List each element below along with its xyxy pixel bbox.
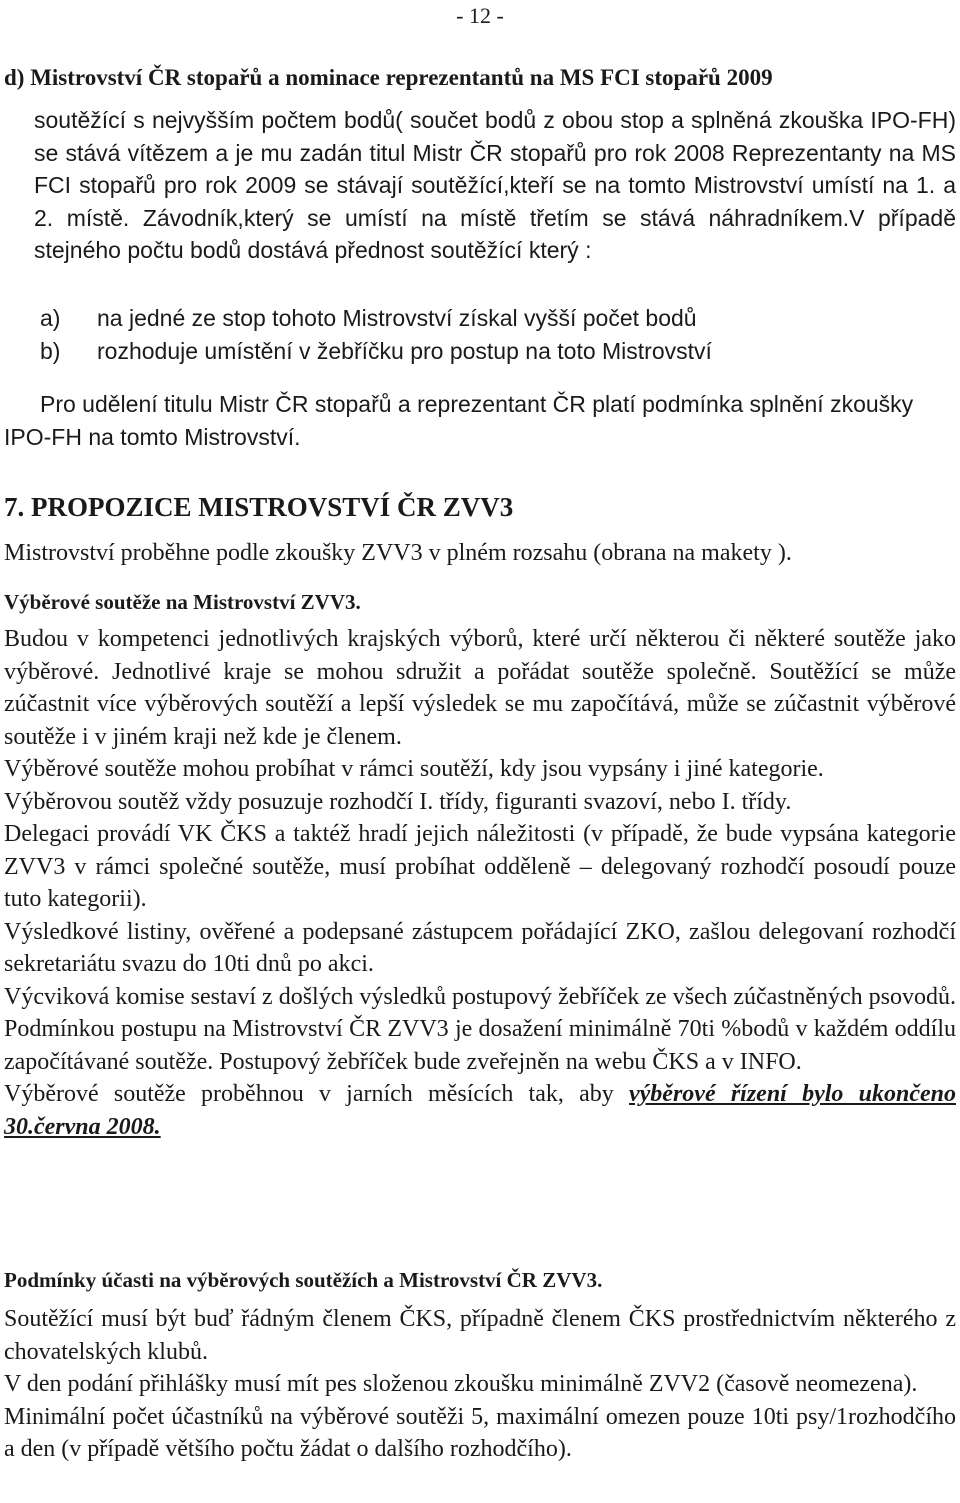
title-condition-paragraph: Pro udělení titulu Mistr ČR stopařů a reprezentant ČR platí podmínka splnění zkoušky IPO-FH na tomto Mistrovství. <box>4 391 914 450</box>
list-item <box>40 335 956 367</box>
paragraph-deadline <box>4 1078 956 1143</box>
paragraph: Výcviková komise sestaví z došlých výsledků postupový žebříček ze všech zúčastněných psovodů. Podmínkou postupu na Mistrovství ČR ZVV3 je dosažení minimálně 70ti %bodů v každém oddílu započítávané soutěže. Postupový žebříček bude zveřejněn na webu ČKS a v INFO. <box>4 983 956 1075</box>
subsection-heading-conditions: Podmínky účasti na výběrových soutěžích a Mistrovství ČR ZVV3. <box>4 1268 603 1292</box>
deadline-emphasis: výběrové řízení bylo ukončeno 30.června 2008. <box>4 1081 956 1140</box>
list-item-text: na jedné ze stop tohoto Mistrovství získal vyšší počet bodů <box>97 305 697 331</box>
paragraph: Výběrovou soutěž vždy posuzuje rozhodčí I. třídy, figuranti svazoví, nebo I. třídy. <box>4 788 792 815</box>
list-marker: b) <box>40 338 61 364</box>
page-number: - 12 - <box>456 3 504 28</box>
subsection-heading-selection: Výběrové soutěže na Mistrovství ZVV3. <box>4 590 361 614</box>
paragraph: Budou v kompetenci jednotlivých krajských výborů, které určí některou či některé soutěže jako výběrové. Jednotlivé kraje se mohou sdružit a pořádat soutěže společně. Soutěžící se může zúčastnit více výběrových soutěží a lepší výsledek se mu započítává, může se zúčastnit výběrové soutěže i v jiném kraji než kde je členem. <box>4 626 956 750</box>
list-item <box>40 302 956 334</box>
paragraph: Výsledkové listiny, ověřené a podepsané zástupcem pořádající ZKO, zašlou delegovaní rozhodčí sekretariátu svazu do 10ti dnů po akci. <box>4 918 956 977</box>
paragraph: Minimální počet účastníků na výběrové soutěži 5, maximální omezen pouze 10ti psy/1rozhodčího a den (v případě většího počtu žádat o dalšího rozhodčího). <box>4 1403 956 1462</box>
list-item-text: rozhoduje umístění v žebříčku pro postup na toto Mistrovství <box>97 338 712 364</box>
selection-paragraphs <box>4 623 956 1143</box>
deadline-text: Výběrové soutěže proběhnou v jarních měsících tak, aby <box>4 1081 629 1107</box>
section-d-heading: d) Mistrovství ČR stopařů a nominace reprezentantů na MS FCI stopařů 2009 <box>4 65 773 90</box>
section-7-title: 7. PROPOZICE MISTROVSTVÍ ČR ZVV3 <box>4 492 514 522</box>
conditions-paragraphs <box>4 1303 956 1466</box>
paragraph: Výběrové soutěže mohou probíhat v rámci soutěží, kdy jsou vypsány i jiné kategorie. <box>4 756 824 782</box>
section-d-body: soutěžící s nejvyšším počtem bodů( součet bodů z obou stop a splněná zkouška IPO-FH) se stává vítězem a je mu zadán titul Mistr ČR stopařů pro rok 2008 Reprezentanty na MS FCI stopařů pro rok 2009 se stávají soutěžící,kteří se na tomto Mistrovství umístí na 1. a 2. místě. Závodník,který se umístí na místě třetím se stává náhradníkem.V případě stejného počtu bodů dostává přednost soutěžící který : <box>34 107 956 263</box>
paragraph: V den podání přihlášky musí mít pes složenou zkoušku minimálně ZVV2 (časově neomezena). <box>4 1371 918 1397</box>
list-marker: a) <box>40 305 61 331</box>
paragraph: Soutěžící musí být buď řádným členem ČKS, případně členem ČKS prostřednictvím některého z chovatelských klubů. <box>4 1306 956 1365</box>
section-7-intro: Mistrovství proběhne podle zkoušky ZVV3 v plném rozsahu (obrana na makety ). <box>4 540 792 566</box>
paragraph: Delegaci provádí VK ČKS a taktéž hradí jejich náležitosti (v případě, že bude vypsána kategorie ZVV3 v rámci společné soutěže, musí probíhat odděleně – delegovaný rozhodčí posoudí pouze tuto kategorii). <box>4 821 956 912</box>
